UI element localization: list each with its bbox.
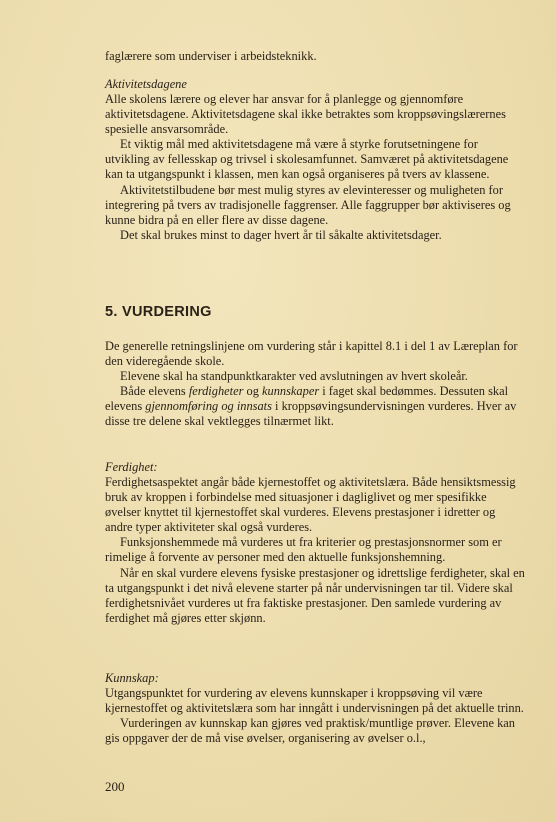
paragraph (105, 384, 525, 429)
kunnskap-section (105, 671, 525, 746)
emphasis: gjennomføring og innsats (145, 399, 272, 414)
ferdighet-section (105, 460, 525, 626)
page-number: 200 (105, 779, 125, 794)
aktivitetsdagene-heading: Aktivitetsdagene (105, 77, 187, 91)
section-heading: 5. VURDERING (105, 304, 212, 320)
vurdering-section (105, 339, 525, 430)
paragraph: Elevene skal ha standpunktkarakter ved avslutningen av hvert skoleår. (120, 369, 468, 384)
emphasis: kunnskaper (262, 384, 320, 399)
text-run: og (243, 384, 263, 399)
paragraph: Utgangspunktet for vurdering av elevens kunnskaper i kroppsøving vil være kjernestoffet og aktivitetslæra som har inngått i undervisningen på det aktuelle trinn. (105, 686, 524, 716)
paragraph: Vurderingen av kunnskap kan gjøres ved praktisk/muntlige prøver. Elevene kan gis oppgaver der de må vise øvelser, organisering av øvelser o.l., (105, 716, 515, 746)
paragraph: Aktivitetstilbudene bør mest mulig styres av elevinteresser og muligheten for integrering på tvers av tradisjonelle faggrenser. Alle faggrupper bør aktiviseres og kunne bidra på en eller flere av disse dagene. (105, 182, 511, 227)
paragraph: Alle skolens lærere og elever har ansvar for å planlegge og gjennomføre aktivitetsdagene. Aktivitetsdagene skal ikke betraktes som kroppsøvingslærernes spesielle ansvarsområde. (105, 92, 506, 137)
aktivitetsdagene-section (105, 77, 525, 243)
emphasis: ferdigheter (188, 384, 244, 399)
continued-line: faglærere som underviser i arbeidsteknikk. (105, 49, 317, 63)
paragraph: Det skal brukes minst to dager hvert år til såkalte aktivitetsdager. (120, 227, 442, 242)
text-run: i kroppsøvingsundervisningen vurderes. Hver av disse tre delene skal vektlegges tilnærmet likt. (105, 399, 517, 429)
paragraph: Et viktig mål med aktivitetsdagene må være å styrke forutsetningene for utvikling av fellesskap og trivsel i skolesamfunnet. Samværet på aktivitetsdagene kan ta utgangspunkt i klassen, men kan også organiseres på tvers av klassene. (105, 137, 509, 182)
paragraph: De generelle retningslinjene om vurdering står i kapittel 8.1 i del 1 av Læreplan for den videregående skole. (105, 339, 518, 369)
paragraph: Ferdighetsaspektet angår både kjernestoffet og aktivitetslæra. Både hensiktsmessig bruk av kroppen i forbindelse med situasjoner i dagliglivet og mer spesifikke øvelser knyttet til kjernestoffet skal vurderes. Elevens prestasjoner i idretter og andre typer aktiviteter skal også vurderes. (105, 475, 516, 535)
text-run: Både elevens (120, 384, 189, 399)
kunnskap-heading: Kunnskap: (105, 671, 159, 685)
text-run: i faget skal bedømmes. Dessuten skal elevens (105, 384, 509, 414)
paragraph: Funksjonshemmede må vurderes ut fra kriterier og prestasjonsnormer som er rimelige å forvente av personer med den aktuelle funksjonshemning. (105, 535, 502, 565)
ferdighet-heading: Ferdighet: (105, 460, 158, 474)
paragraph: Når en skal vurdere elevens fysiske prestasjoner og idrettslige ferdigheter, skal en ta utgangspunkt i det nivå elevene starter på når undervisningen tar til. Videre skal ferdighetsnivået vurderes ut fra faktiske prestasjoner. Den samlede vurdering av ferdighet må gjøres etter skjønn. (105, 565, 525, 625)
